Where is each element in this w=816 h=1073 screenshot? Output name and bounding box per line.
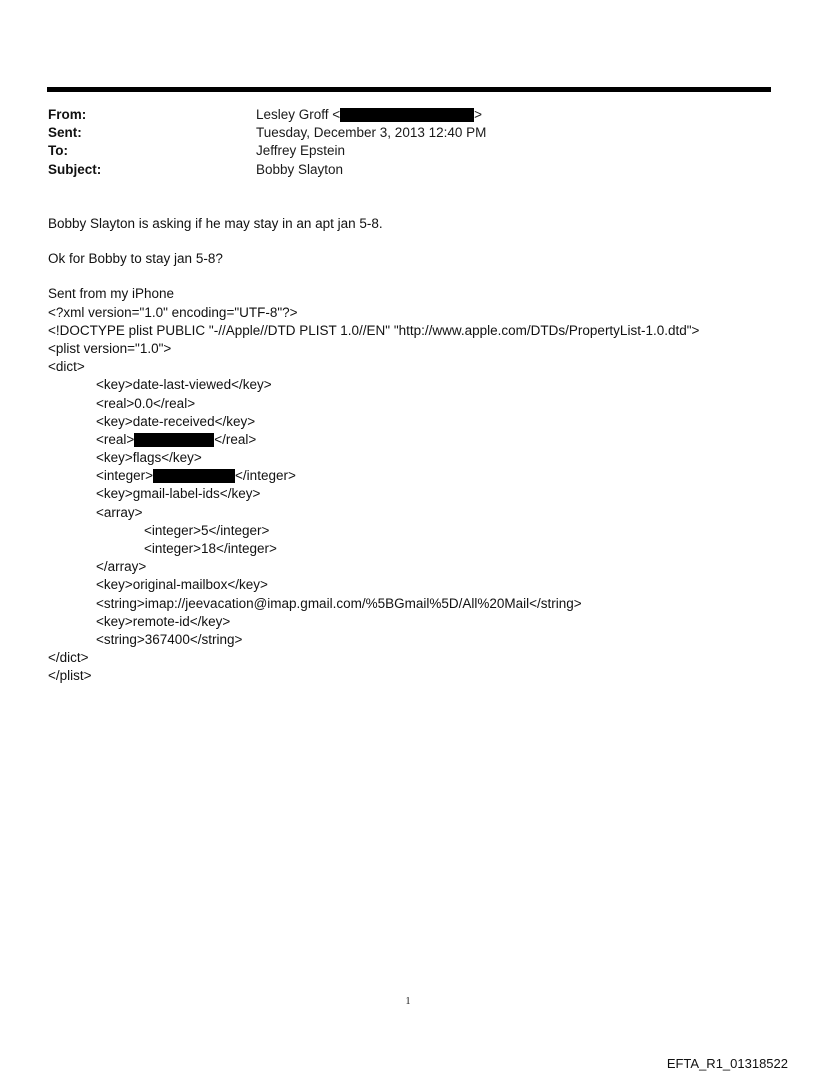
dict-open: <dict>	[48, 359, 85, 375]
from-close: >	[474, 107, 483, 122]
array-open: <array>	[96, 504, 143, 520]
redaction-box	[153, 469, 235, 483]
key-date-received: <key>date-received</key>	[96, 413, 256, 429]
from-label: From:	[48, 107, 87, 122]
from-value	[256, 106, 482, 124]
array-close: </array>	[96, 559, 147, 575]
document-id: EFTA_R1_01318522	[666, 1056, 788, 1071]
from-name: Lesley Groff <	[256, 107, 341, 122]
redaction-box	[340, 108, 474, 122]
subject-label: Subject:	[48, 161, 102, 177]
integer-close-tag: </integer>	[235, 468, 296, 484]
to-label: To:	[48, 143, 68, 159]
to-row	[48, 142, 486, 160]
integer-5: <integer>5</integer>	[144, 522, 270, 538]
real-zero: <real>0.0</real>	[96, 395, 196, 411]
remote-id-string: <string>367400</string>	[96, 631, 243, 647]
integer-open-tag: <integer>	[96, 468, 154, 484]
signature: Sent from my iPhone	[48, 286, 175, 302]
body-line: Ok for Bobby to stay jan 5-8?	[48, 251, 223, 267]
key-original-mailbox: <key>original-mailbox</key>	[96, 577, 268, 593]
header-rule	[47, 87, 771, 92]
key-remote-id: <key>remote-id</key>	[96, 613, 231, 629]
integer-18: <integer>18</integer>	[144, 541, 277, 556]
subject-row	[48, 161, 486, 179]
plist-open: <plist version="1.0">	[48, 340, 172, 356]
real-redacted	[48, 431, 699, 449]
subject-value: Bobby Slayton	[256, 161, 344, 177]
dict-close: </dict>	[48, 650, 89, 666]
key-date-last-viewed: <key>date-last-viewed</key>	[96, 377, 272, 393]
plist-close: </plist>	[48, 668, 92, 684]
to-value: Jeffrey Epstein	[256, 143, 346, 159]
sent-value: Tuesday, December 3, 2013 12:40 PM	[256, 125, 487, 141]
key-flags: <key>flags</key>	[96, 450, 202, 466]
real-open-tag: <real>	[96, 431, 135, 447]
key-gmail-label-ids: <key>gmail-label-ids</key>	[96, 486, 261, 502]
mailbox-string: <string>imap://jeevacation@imap.gmail.com/%5BGmail%5D/All%20Mail</string>	[96, 595, 582, 611]
redaction-box	[134, 433, 214, 447]
body-line: Bobby Slayton is asking if he may stay in an apt jan 5-8.	[48, 216, 383, 231]
from-row	[48, 106, 486, 124]
real-close-tag: </real>	[214, 431, 257, 447]
integer-redacted	[48, 467, 699, 485]
sent-row	[48, 124, 486, 142]
email-body	[48, 215, 699, 686]
xml-declaration: <?xml version="1.0" encoding="UTF-8"?>	[48, 304, 298, 320]
email-header	[48, 106, 486, 179]
page-number: 1	[405, 996, 411, 1007]
doctype-line: <!DOCTYPE plist PUBLIC "-//Apple//DTD PLIST 1.0//EN" "http://www.apple.com/DTDs/PropertyList-1.0.dtd">	[48, 322, 700, 338]
sent-label: Sent:	[48, 125, 82, 141]
